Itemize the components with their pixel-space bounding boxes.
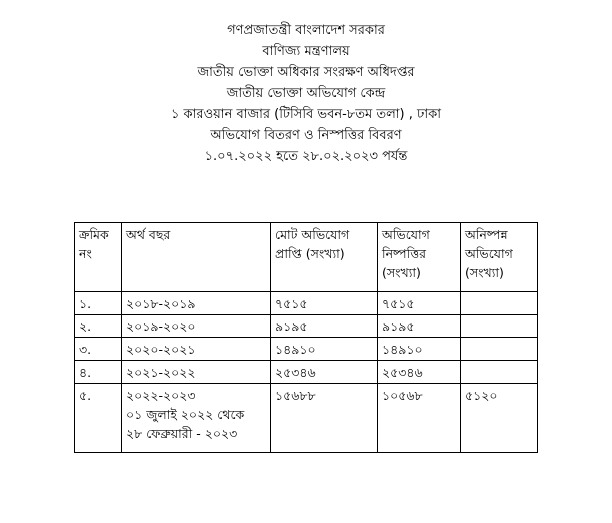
header-pending-line: অভিযোগ [465,246,513,261]
report-title: অভিযোগ বিতরণ ও নিস্পত্তির বিবরণ [210,128,402,143]
office-address: ১ কারওয়ান বাজার (টিসিবি ভবন-৮তম তলা) , ঢাকা [170,107,441,122]
header-fiscal-year [122,223,271,292]
header-total-received-line: প্রাপ্তি (সংখ্যা) [275,246,345,261]
header-resolved-line: অভিযোগ [382,227,430,242]
complaint-summary-table [74,222,538,453]
header-total-received [271,223,378,292]
cell-serial: ৫. [75,384,122,453]
cell-fiscal-year-line: ২৮ ফেব্রুয়ারী - ২০২৩ [126,426,238,441]
report-period: ১.০৭.২০২২ হতে ২৮.০২.২০২৩ পর্যন্ত [204,149,408,164]
cell-fiscal-year-line: ২০২২-২০২৩ [126,388,196,403]
cell-resolved: ৭৫১৫ [378,292,461,315]
table-row [75,315,538,338]
directorate-name: জাতীয় ভোক্তা অধিকার সংরক্ষণ অধিদপ্তর [197,65,415,80]
table-row [75,384,538,453]
cell-resolved: ১০৫৬৮ [378,384,461,453]
cell-received: ৭৫১৫ [271,292,378,315]
cell-pending: ৫১২০ [461,384,538,453]
government-title: গণপ্রজাতন্ত্রী বাংলাদেশ সরকার [227,23,385,38]
cell-pending [461,338,538,361]
complaint-centre-name: জাতীয় ভোক্তা অভিযোগ কেন্দ্র [226,86,386,101]
cell-fiscal-year-line: ০১ জুলাই ২০২২ থেকে [126,407,245,422]
document-header [0,20,612,167]
table-row [75,338,538,361]
ministry-name: বাণিজ্য মন্ত্রণালয় [262,44,350,59]
cell-resolved: ২৫৩৪৬ [378,361,461,384]
header-pending-line: (সংখ্যা) [465,265,504,280]
header-serial-line: নং [79,246,92,261]
cell-pending [461,315,538,338]
cell-serial: ১. [75,292,122,315]
cell-received: ২৫৩৪৬ [271,361,378,384]
cell-serial: ২. [75,315,122,338]
header-resolved [378,223,461,292]
cell-received: ৯১৯৫ [271,315,378,338]
header-resolved-line: নিষ্পত্তির [382,246,427,261]
header-total-received-line: মোট অভিযোগ [275,227,350,242]
cell-fiscal-year: ২০১৮-২০১৯ [122,292,271,315]
table-row [75,292,538,315]
cell-serial: ৪. [75,361,122,384]
cell-serial: ৩. [75,338,122,361]
header-serial [75,223,122,292]
header-pending-line: অনিষ্পন্ন [465,227,508,242]
cell-resolved: ১৪৯১০ [378,338,461,361]
cell-fiscal-year: ২০১৯-২০২০ [122,315,271,338]
cell-received: ১৫৬৮৮ [271,384,378,453]
cell-resolved: ৯১৯৫ [378,315,461,338]
table-header-row [75,223,538,292]
cell-fiscal-year: ২০২০-২০২১ [122,338,271,361]
header-serial-line: ক্রমিক [79,227,109,242]
header-resolved-line: (সংখ্যা) [382,265,421,280]
cell-fiscal-year [122,384,271,453]
cell-pending [461,361,538,384]
cell-fiscal-year: ২০২১-২০২২ [122,361,271,384]
header-pending [461,223,538,292]
cell-received: ১৪৯১০ [271,338,378,361]
table-row [75,361,538,384]
cell-pending [461,292,538,315]
header-fiscal-year-line: অর্থ বছর [126,227,171,242]
